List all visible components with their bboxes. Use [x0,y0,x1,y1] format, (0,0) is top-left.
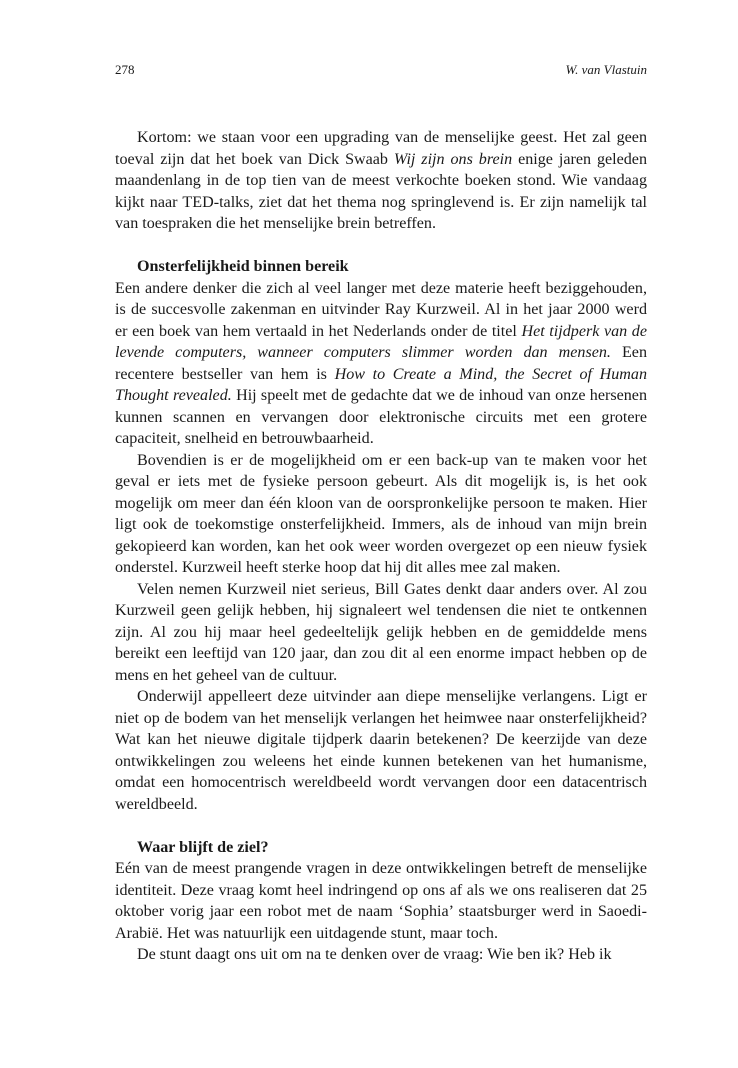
text-run: Onderwijl appelleert deze uitvinder aan diepe menselijke verlangens. Ligt er niet op de bodem van het menselijk verlangen het heimwee naar onsterfelijkheid? Wat kan het nieuwe digitale tijdperk daarin betekenen? De keerzijde van deze ontwikkelingen zou weleens het einde kunnen betekenen van het humanisme, omdat een homocentrisch wereldbeeld wordt vervangen door een datacentrisch wereldbeeld. [115,688,647,813]
text-run: Een recentere bestseller van hem is [115,344,647,383]
italic-title: Het tijdperk van de levende computers, wanneer computers slimmer worden dan mensen. [115,322,648,361]
paragraph-longing [115,686,647,815]
italic-title: Wij zijn ons brein [393,150,513,168]
text-run: Kortom: we staan voor een upgrading van de menselijke geest. Het zal geen toeval zijn dat het boek van Dick Swaab [115,129,647,168]
text-run: Velen nemen Kurzweil niet serieus, Bill Gates denkt daar anders over. Al zou Kurzweil geen gelijk hebben, hij signaleert wel tendensen die niet te ontkennen zijn. Al zou hij maar heel gedeeltelijk gelijk hebben en de gemiddelde mens bereikt een leeftijd van 120 jaar, dan zou dit al een enorme impact hebben op de mens en het geheel van de cultuur. [115,580,647,684]
running-header [115,62,647,78]
text-run: Een andere denker die zich al veel langer met deze materie heeft beziggehouden, is de succesvolle zakenman en uitvinder Ray Kurzweil. Al in het jaar 2000 werd er een boek van hem vertaald in het Nederlands onder de titel [115,279,647,340]
text-run: Hij speelt met de gedachte dat we de inhoud van onze hersenen kunnen scannen en vervangen door elektronische circuits met een grotere capaciteit, snelheid en betrouwbaarheid. [115,387,647,447]
text-run: enige jaren geleden maandenlang in de top tien van de meest verkochte boeken stond. Wie vandaag kijkt naar TED-talks, ziet dat het thema nog springlevend is. Er zijn namelijk tal van toespraken die het menselijke brein betreffen. [115,150,647,232]
page-body [115,127,647,966]
section-heading-soul: Waar blijft de ziel? [137,838,269,856]
paragraph-intro [115,127,647,235]
paragraph-identity [115,858,647,944]
text-run: Eén van de meest prangende vragen in deze ontwikkelingen betreft de menselijke identiteit. Deze vraag komt heel indringend op ons af als we ons realiseren dat 25 oktober vorig jaar een robot met de naam ‘Sophia’ staatsburger werd in Saoedi-Arabië. Het was natuurlijk een uitdagende stunt, maar toch. [115,860,647,942]
paragraph-who-am-i [115,944,647,966]
running-head-author: W. van Vlastuin [565,62,647,77]
italic-title: How to Create a Mind, the Secret of Human Thought revealed. [115,365,647,404]
spacer [115,235,647,257]
paragraph-backup [115,450,647,579]
paragraph-bill-gates [115,579,647,687]
page-number: 278 [115,62,135,77]
text-run: De stunt daagt ons uit om na te denken over de vraag: Wie ben ik? Heb ik [137,946,612,963]
text-run: Bovendien is er de mogelijkheid om er een back-up van te maken voor het geval er iets met de fysieke persoon gebeurt. Als dit mogelijk is, is het ook mogelijk om meer dan één kloon van de oorspronkelijke persoon te maken. Hier ligt ook de toekomstige onsterfelijkheid. Immers, als de inhoud van mijn brein gekopieerd kan worden, kan het ook weer worden overgezet op een nieuw fysiek onderstel. Kurzweil heeft sterke hoop dat hij dit alles mee zal maken. [115,451,647,576]
spacer [115,815,647,837]
section-heading-immortality: Onsterfelijkheid binnen bereik [137,258,349,275]
paragraph-kurzweil [115,278,647,450]
